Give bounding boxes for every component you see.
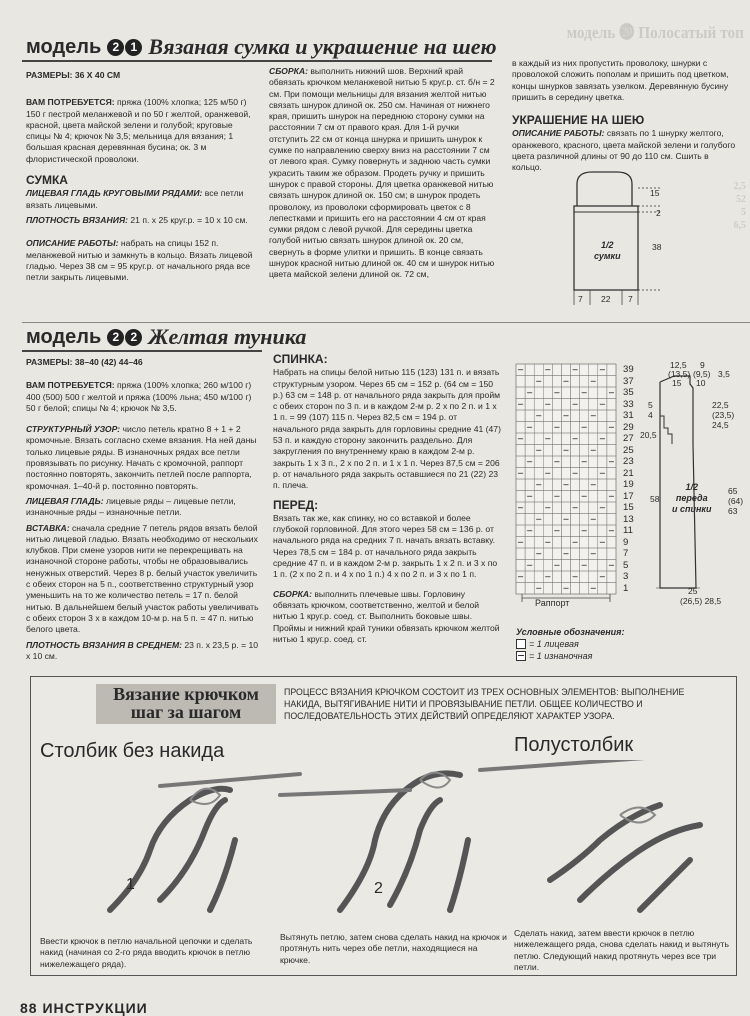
heading-hdc: Полустолбик — [514, 734, 634, 756]
crochet-illustrations — [40, 760, 740, 930]
dim-top-b2: (9,5) — [693, 369, 711, 379]
legend-title: Условные обозначения: — [516, 627, 625, 637]
front-heading: ПЕРЕД: — [273, 497, 319, 512]
dim-22: 22 — [601, 294, 611, 304]
m21-column-3: в каждый из них пропустить проволоку, шнурки с проволокой сложить пополам и пришить под цветком, концы шнурков завязать узелком. Деревянную бусину пришить в середину цветка. УКРАШЕНИЕ НА ШЕЮ ОПИСАНИЕ РАБОТЫ: связать по 1 шнурку желтого, оранжевого, красного, цвета майской зелени и голубого цвета различной длины от 90 до 110 см. Сшить в кольцо. — [512, 58, 740, 178]
repeat-label: Раппорт — [535, 598, 570, 608]
model-title: Желтая туника — [148, 324, 307, 349]
dim-left-4: 4 — [648, 410, 653, 420]
chart-row-label: 5 — [623, 559, 629, 571]
dim-left-5: 5 — [648, 400, 653, 410]
chart-row-label: 27 — [623, 433, 634, 444]
caption-3: Сделать накид, затем ввести крючок в петлю нижележащего ряда, снова сделать накид и вытянуть петлю. Следующий накид протянуть через все три петли. — [514, 928, 729, 972]
knit-symbol-icon — [516, 639, 526, 649]
chart-row-label: 11 — [623, 525, 633, 536]
dim-7-left: 7 — [578, 294, 583, 304]
chart-row-label: 13 — [623, 513, 634, 525]
dim-top-a: 12,5 — [670, 360, 687, 370]
dim-38: 38 — [652, 242, 662, 252]
chart-row-label: 19 — [623, 479, 634, 490]
dim-top-c: 3,5 — [718, 369, 730, 379]
model-number-badge: 2 1 — [107, 39, 142, 56]
caption-2: Вытянуть петлю, затем снова сделать накид на крючок и протянуть нить через обе петли, находящиеся на крючке. — [280, 932, 507, 965]
chart-row-label: 39 — [623, 364, 634, 375]
chart-row-label: 33 — [623, 398, 634, 410]
section-divider — [22, 322, 750, 323]
model-title: Вязаная сумка и украшение на шею — [148, 34, 497, 59]
chart-row-label: 3 — [623, 571, 629, 582]
chart-row-label: 35 — [623, 387, 634, 398]
dim-right-length: 65 (64) 63 — [728, 486, 744, 516]
neck-heading: УКРАШЕНИЕ НА ШЕЮ — [512, 113, 645, 128]
tunic-label: 1/2 переда и спинки — [672, 482, 712, 514]
bag-heading: СУМКА — [26, 173, 68, 188]
model-22-header — [26, 324, 306, 350]
model-21-header — [26, 34, 497, 60]
divider — [22, 60, 492, 62]
m22-column-2: СПИНКА: Набрать на спицы белой нитью 115 (123) 131 п. и вязать структурным узором. Через 65 см = 152 р. (64 см = 150 р.) 63 см = 148 р. от начального ряда закрыть для пройм с обеих сторон по 3 п. и в каждом 2-м р. 2 x по 2 п. и 1 x 1 п. = 99 (107) 115 п. Через 82,5 см = 194 р. от начального ряда закрыть для горловины средние 41 (47) 53 п. и каждую сторону закончить раздельно. Для закругления по внутреннему краю в каждом 2-м р. закрыть 1 x 3 п., 2 x по 2 п. и 1 x 1 п. Через 87,5 см = 206 р. от начального ряда закрыть оставшиеся по 21 (22) 23 п. плеча. ПЕРЕД: Вязать так же, как спинку, но со вставкой и более глубокой горловиной. Для этого через 58 см = 136 р. от начального ряда на средних 7 п. начать вязать вставку. Через 78,5 см = 184 р. от начального ряда закрыть средние 47 п. и в каждом 2-м р. закрыть 1 x 2 п. и 3 x по 1 п. (2 x по 2 п. и 4 x по 1 п.) 4 x по 2 п. и 3 x по 1 п. СБОРКА: выполнить плечевые швы. Горловину обвязать крючком, соответственно, желтой и белой нитью 1 круг.р. соед. ст. Выполнить боковые швы. Проймы и нижний край туники обвязать крючком желтой нитью 1 круг.р. соед. ст. — [273, 352, 501, 644]
chart-row-label: 15 — [623, 502, 634, 513]
chart-row-label: 21 — [623, 467, 634, 479]
bleed-through-numbers: 2,5 52 5 6,5 — [733, 181, 746, 231]
chart-row-label: 7 — [623, 548, 629, 559]
model-number-badge: 2 2 — [107, 329, 142, 346]
chart-row-label: 23 — [623, 456, 634, 467]
m22-column-1: РАЗМЕРЫ: 38–40 (42) 44–46 ВАМ ПОТРЕБУЕТСЯ: пряжа (100% хлопка; 260 м/100 г) 400 (500) 500 г желтой и пряжа (100% льна; 450 м/100 г) 50 г белой; спицы № 4; крючок № 3,5. СТРУКТУРНЫЙ УЗОР: число петель кратно 8 + 1 + 2 кромочные. Вязать согласно схеме вязания. На ней даны только лицевые ряды. В изнаночных рядах все петли провязывать по рисунку. Начать с кромочной, раппорт постоянно повторять, закончить петлей после раппорта, кромочная. 1–40-й р. постоянно повторять. ЛИЦЕВАЯ ГЛАДЬ: лицевые ряды – лицевые петли, изнаночные ряды – изнаночные петли. ВСТАВКА: сначала средние 7 петель рядов вязать белой нитью лицевой гладью. Вязать необходимо от нескольких клубков. При смене узоров нити не перекрещивать на изнаночной стороне работы, чтобы не образовывались ненужных отверстий. Через 8 р. белый участок увеличить с обеих сторон на 5 п., соответственно структурный узор уменьшить на то же количество петель = 17 п. белой нитью. В дальнейшем белый участок работы увеличивать с обеих сторон 3 x в каждом 10-м р. на 5 п. = 47 п. нитью белого цвета. ПЛОТНОСТЬ ВЯЗАНИЯ В СРЕДНЕМ: 23 п. x 23,5 р. = 10 x 10 см. — [26, 357, 259, 661]
dim-15: 15 — [650, 188, 660, 198]
model-word: модель — [26, 325, 102, 348]
dim-left-205: 20,5 — [640, 430, 657, 440]
divider — [22, 350, 262, 352]
model-word: модель — [26, 35, 102, 58]
dim-bottom-25: 25 — [688, 586, 698, 596]
back-heading: СПИНКА: — [273, 352, 328, 366]
bleed-through-header: модель ⓴ Полосатый топ — [566, 23, 744, 42]
dim-top-b3: 10 — [696, 378, 706, 388]
m21-column-2: СБОРКА: выполнить нижний шов. Верхний край обвязать крючком меланжевой нитью 5 круг.р. ст. б/н = 2 см. При помощи мельницы для вязания желтой нитью связать шнурок длиной ок. 250 см. Начиная от нижнего края, пришить шнурок на переднюю сторону сумки на расстоянии 7 см от правого края. Для 1-й ручки отступить 22 см от конца шнурка и пришить шнурок к сумке по направлению сверху вниз на расстоянии 7 см от левого края. Сумку повернуть и заднюю часть сумки украсить таким же образом. Продеть ручку и пришить шнурок с правой стороны. Для цветка оранжевой нитью связать шнурок длиной ок. 150 см; в шнурок продеть проволоку, из проволоки сформировать цветок с 8 лепестками и пришить его на расстоянии 4 см от края сумки рядом с левой ручкой. Для середины цветка голубой нитью связать шнурок длиной ок. 20 см, свернуть в форме улитки и пришить. В конце связать шнурок красной нитью длиной ок. 40 см и шнурок нитью цвета майской зелени длиной ок. 72 см, — [269, 66, 495, 280]
chart-legend: Условные обозначения: = 1 лицевая = 1 изнаночная — [516, 627, 625, 661]
dim-7-right: 7 — [628, 294, 633, 304]
purl-symbol-icon — [516, 651, 526, 661]
page-footer: 88 ИНСТРУКЦИИ — [20, 1000, 148, 1016]
dim-top-a3: 15 — [672, 378, 682, 388]
dim-left-58: 58 — [650, 494, 660, 504]
bag-label: 1/2 сумки — [594, 240, 621, 261]
dim-right-armhole: 22,5 (23,5) 24,5 — [712, 400, 735, 430]
chart-row-label: 25 — [623, 444, 634, 456]
chart-row-label: 31 — [623, 410, 634, 421]
chart-row-label: 9 — [623, 536, 629, 548]
knitting-chart — [512, 362, 622, 612]
step-number: 1 — [126, 876, 135, 893]
chart-row-label: 1 — [623, 582, 629, 594]
step-number: 2 — [374, 880, 383, 897]
caption-1: Ввести крючок в петлю начальной цепочки и сделать накид (начиная со 2-го ряда вводить крючок в петлю нижележащего ряда). — [40, 936, 253, 969]
crochet-intro: ПРОЦЕСС ВЯЗАНИЯ КРЮЧКОМ СОСТОИТ ИЗ ТРЕХ ОСНОВНЫХ ЭЛЕМЕНТОВ: ВЫПОЛНЕНИЕ НАКИДА, ВЫТЯГИВАНИЕ НИТИ И ПРОВЯЗЫВАНИЕ ПЕТЛИ. ОБЩЕЕ КОЛИЧЕСТВО И ПОСЛЕДОВАТЕЛЬНОСТЬ ЭТИХ ДЕЙСТВИЙ ОПРЕДЕЛЯЮТ ХАРАКТЕР УЗОРА. — [284, 687, 685, 721]
chart-row-label: 17 — [623, 490, 634, 502]
dim-top-b: 9 — [700, 360, 705, 370]
chart-row-label: 37 — [623, 375, 634, 387]
dim-2: 2 — [656, 208, 661, 218]
chart-row-label: 29 — [623, 421, 634, 433]
heading-sc: Столбик без накида — [40, 740, 225, 762]
dim-bottom-265: (26,5) 28,5 — [680, 596, 722, 606]
chart-row-numbers — [623, 364, 634, 594]
crochet-title: Вязание крючком шаг за шагом — [113, 684, 259, 722]
dim-top-a2: (13,5) — [668, 369, 691, 379]
m21-column-1: РАЗМЕРЫ: 36 X 40 СМ ВАМ ПОТРЕБУЕТСЯ: пряжа (100% хлопка; 125 м/50 г) 150 г пестрой меланжевой и по 50 г желтой, оранжевой, красной, цвета майской зелени и голубой; круговые спицы № 4; крючок № 3,5; мельница для вязания; 1 большая красная деревянная бусина; ок. 3 м флористической проволоки. СУМКА ЛИЦЕВАЯ ГЛАДЬ КРУГОВЫМИ РЯДАМИ: все петли вязать лицевыми. ПЛОТНОСТЬ ВЯЗАНИЯ: 21 п. x 25 круг.р. = 10 x 10 см. ОПИСАНИЕ РАБОТЫ: набрать на спицы 152 п. меланжевой нитью и замкнуть в кольцо. Вязать лицевой гладью. Через 38 см = 95 круг.р. от начального ряда все петли закрыть лицевыми. — [26, 70, 258, 287]
